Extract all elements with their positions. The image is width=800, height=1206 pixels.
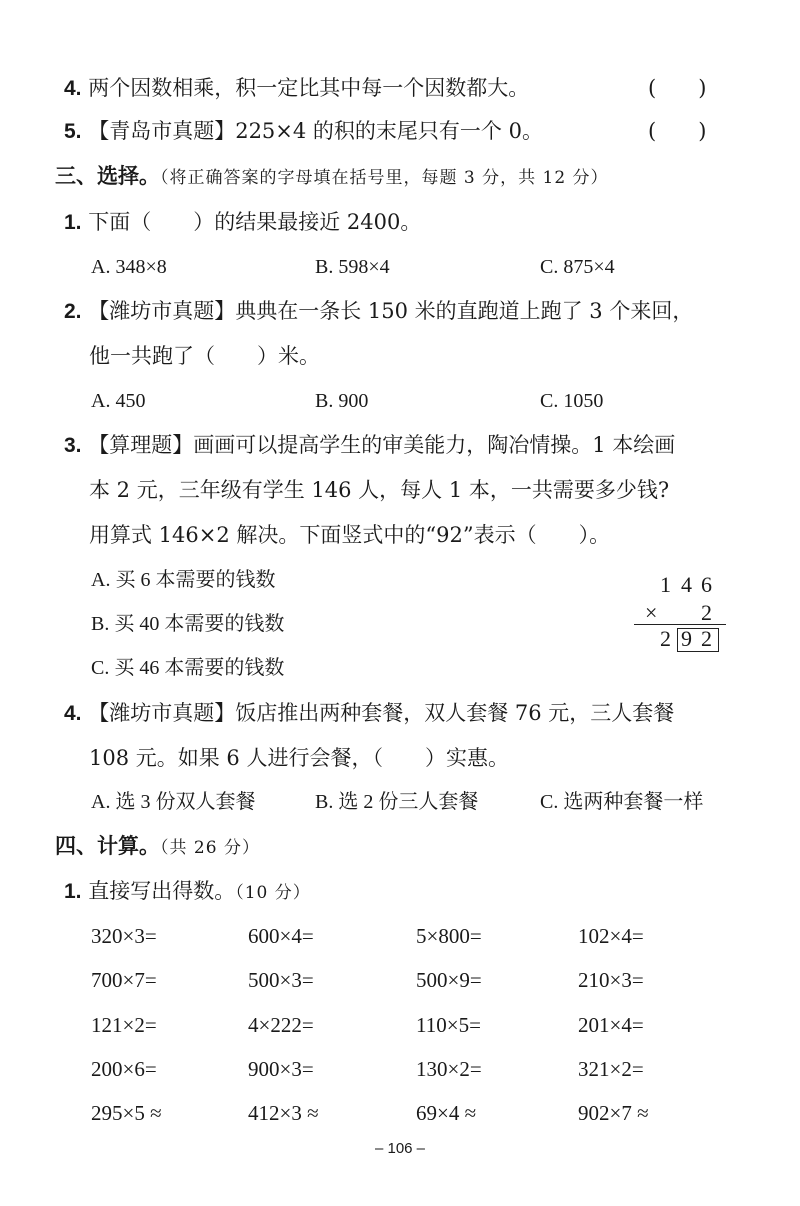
calc-item[interactable]: 110×5= [416,1013,481,1037]
product-digit: 2 [660,626,671,651]
section-title: 三、选择。 [55,164,160,188]
question-note: （10 分） [235,883,311,903]
question-text-line1: 【算理题】画画可以提高学生的审美能力，陶冶情操。1 本绘画 [88,433,676,457]
calc-item[interactable]: 900×3= [248,1057,314,1081]
question-text-line1: 【潍坊市真题】饭店推出两种套餐，双人套餐 76 元，三人套餐 [88,701,675,725]
calc-item[interactable]: 121×2= [91,1013,157,1037]
option-b[interactable]: B. 598×4 [315,256,390,278]
item-text: 【青岛市真题】225×4 的积的末尾只有一个 0。 [88,119,543,143]
calc-item[interactable]: 500×3= [248,968,314,992]
option-a[interactable]: A. 买 6 本需要的钱数 [91,569,276,591]
multiplicand-digit: 4 [681,572,692,597]
question-text-line3: 用算式 146×2 解决。下面竖式中的“92”表示（ ）。 [89,523,611,547]
choice-question-2 [64,297,693,326]
calc-item[interactable]: 200×6= [91,1057,157,1081]
option-c[interactable]: C. 1050 [540,390,604,412]
option-a[interactable]: A. 450 [91,390,146,412]
calc-item[interactable]: 5×800= [416,924,482,948]
calc-item[interactable]: 600×4= [248,924,314,948]
calc-item[interactable]: 321×2= [578,1057,644,1081]
multiplicand-digit: 6 [701,572,712,597]
question-text: 直接写出得数。 [88,879,236,903]
question-text-line1: 【潍坊市真题】典典在一条长 150 米的直跑道上跑了 3 个来回， [88,299,694,323]
calc-item[interactable]: 412×3 ≈ [248,1101,319,1125]
section-4-header [55,832,260,862]
option-c[interactable]: C. 875×4 [540,256,615,278]
calc-item[interactable]: 700×7= [91,968,157,992]
answer-blank[interactable]: ( ) [648,119,707,143]
product-digit: 9 [681,626,692,651]
question-text: 下面（ ）的结果最接近 2400。 [88,210,422,234]
calc-question-1 [64,877,311,907]
calc-item[interactable]: 4×222= [248,1013,314,1037]
calc-item[interactable]: 295×5 ≈ [91,1101,162,1125]
item-number: 4. [64,702,82,725]
answer-blank[interactable]: ( ) [648,76,707,100]
item-number: 1. [64,880,82,903]
vertical-multiplication [630,568,730,658]
choice-question-3 [64,431,675,460]
section-title: 四、计算。 [55,834,160,858]
option-a[interactable]: A. 选 3 份双人套餐 [91,791,256,813]
calc-item[interactable]: 902×7 ≈ [578,1101,649,1125]
item-number: 1. [64,211,82,234]
section-3-header [55,162,609,192]
option-c[interactable]: C. 买 46 本需要的钱数 [91,657,285,679]
option-c[interactable]: C. 选两种套餐一样 [540,791,704,813]
highlight-box [677,628,719,652]
option-a[interactable]: A. 348×8 [91,256,167,278]
calc-item[interactable]: 500×9= [416,968,482,992]
calc-item[interactable]: 102×4= [578,924,644,948]
product-digit: 2 [701,626,712,651]
question-text-line2: 本 2 元，三年级有学生 146 人，每人 1 本，一共需要多少钱? [89,478,670,502]
question-text-line2: 108 元。如果 6 人进行会餐，（ ）实惠。 [89,746,509,770]
item-number: 5. [64,120,82,143]
section-note: （共 26 分） [160,838,260,858]
page-number: – 106 – [374,1140,426,1157]
judge-item-5 [64,117,543,146]
times-sign: × [645,600,658,625]
item-number: 4. [64,77,82,100]
option-b[interactable]: B. 900 [315,390,369,412]
item-number: 3. [64,434,82,457]
calc-item[interactable]: 210×3= [578,968,644,992]
choice-question-4 [64,699,674,728]
calc-item[interactable]: 320×3= [91,924,157,948]
judge-item-4 [64,74,529,103]
item-number: 2. [64,300,82,323]
calc-item[interactable]: 201×4= [578,1013,644,1037]
option-b[interactable]: B. 买 40 本需要的钱数 [91,613,285,635]
section-note: （将正确答案的字母填在括号里，每题 3 分，共 12 分） [160,168,609,188]
item-text: 两个因数相乘，积一定比其中每一个因数都大。 [88,76,530,100]
choice-question-1 [64,208,421,237]
option-b[interactable]: B. 选 2 份三人套餐 [315,791,479,813]
vertical-rule [634,624,726,625]
multiplicand-digit: 1 [660,572,671,597]
multiplier-digit: 2 [701,600,712,625]
calc-item[interactable]: 130×2= [416,1057,482,1081]
calc-item[interactable]: 69×4 ≈ [416,1101,477,1125]
question-text-line2: 他一共跑了（ ）米。 [89,344,320,368]
